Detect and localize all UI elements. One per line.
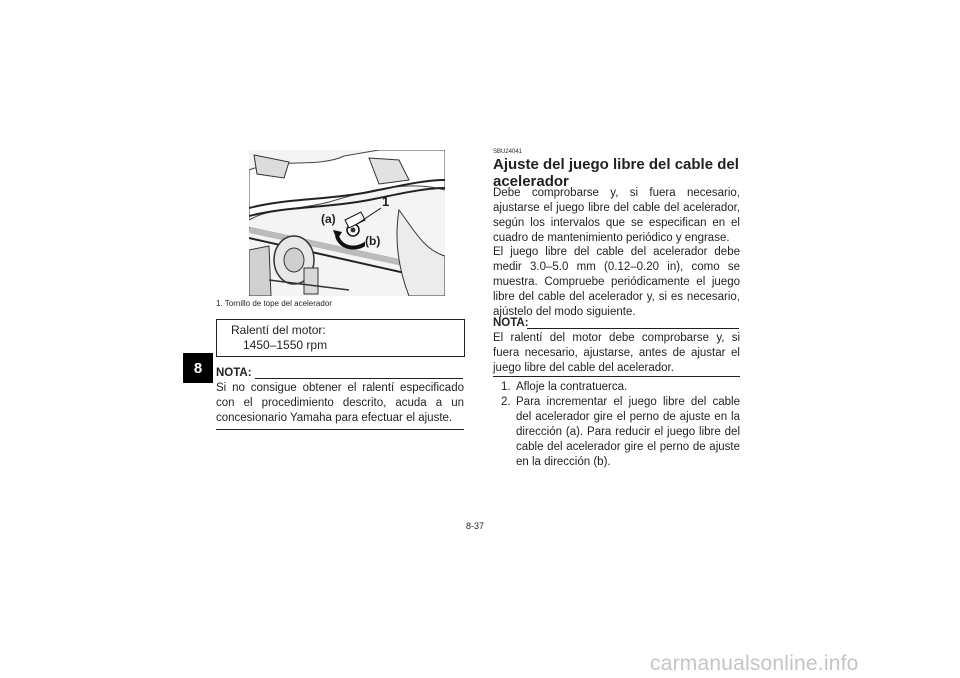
engine-illustration [249,150,445,296]
section-title: Ajuste del juego libre del cable del acelerador [493,156,739,190]
spec-label: Ralentí del motor: [231,323,326,337]
photo-caption: 1. Tornillo de tope del acelerador [216,299,332,308]
chapter-tab: 8 [183,353,213,383]
page-number: 8-37 [466,521,485,531]
throttle-stop-screw-photo [249,150,445,296]
section-paragraph-2: El juego libre del cable del acelerador debe medir 3.0–5.0 mm (0.12–0.20 in), como se muestra. Compruebe periódicamente el juego libre del cable del acelerador y, si es necesario, ajústelo del modo siguiente. [493,246,740,318]
idle-speed-spec-box [216,319,465,357]
step-item: 2. Para incrementar el juego libre del cable del acelerador gire el perno de ajuste en la dirección (a). Para reducir el juego libre del cable del acelerador gire el perno de ajuste en la dirección (b). [501,396,740,468]
callout-1-label: 1 [382,194,390,209]
right-note-text: El ralentí del motor debe comprobarse y, si fuera necesario, ajustarse, antes de ajustar el juego libre del cable del acelerador. [493,332,740,374]
site-watermark: carmanualsonline.info [650,652,859,675]
right-note-bottom-rule [493,376,740,377]
step-item: 1. Afloje la contratuerca. [501,381,628,393]
section-paragraph-1: Debe comprobarse y, si fuera necesario, ajustarse el juego libre del cable del acelerador, según los intervalos que se especifican en el cuadro de mantenimiento periódico y engrase. [493,187,740,244]
left-note-heading: NOTA: [216,367,252,379]
left-note-top-rule [255,378,463,379]
right-note-top-rule [527,328,739,329]
spec-value: 1450–1550 rpm [243,338,328,352]
adjustment-steps [493,380,740,470]
left-note-text: Si no consigue obtener el ralentí especificado con el procedimiento descrito, acuda a un concesionario Yamaha para efectuar el ajuste. [216,382,464,424]
left-note-bottom-rule [216,429,464,430]
right-note-heading: NOTA: [493,317,529,329]
direction-b-label: (b) [365,234,381,248]
direction-a-label: (a) [321,212,336,226]
section-code: SBU24041 [493,149,523,155]
